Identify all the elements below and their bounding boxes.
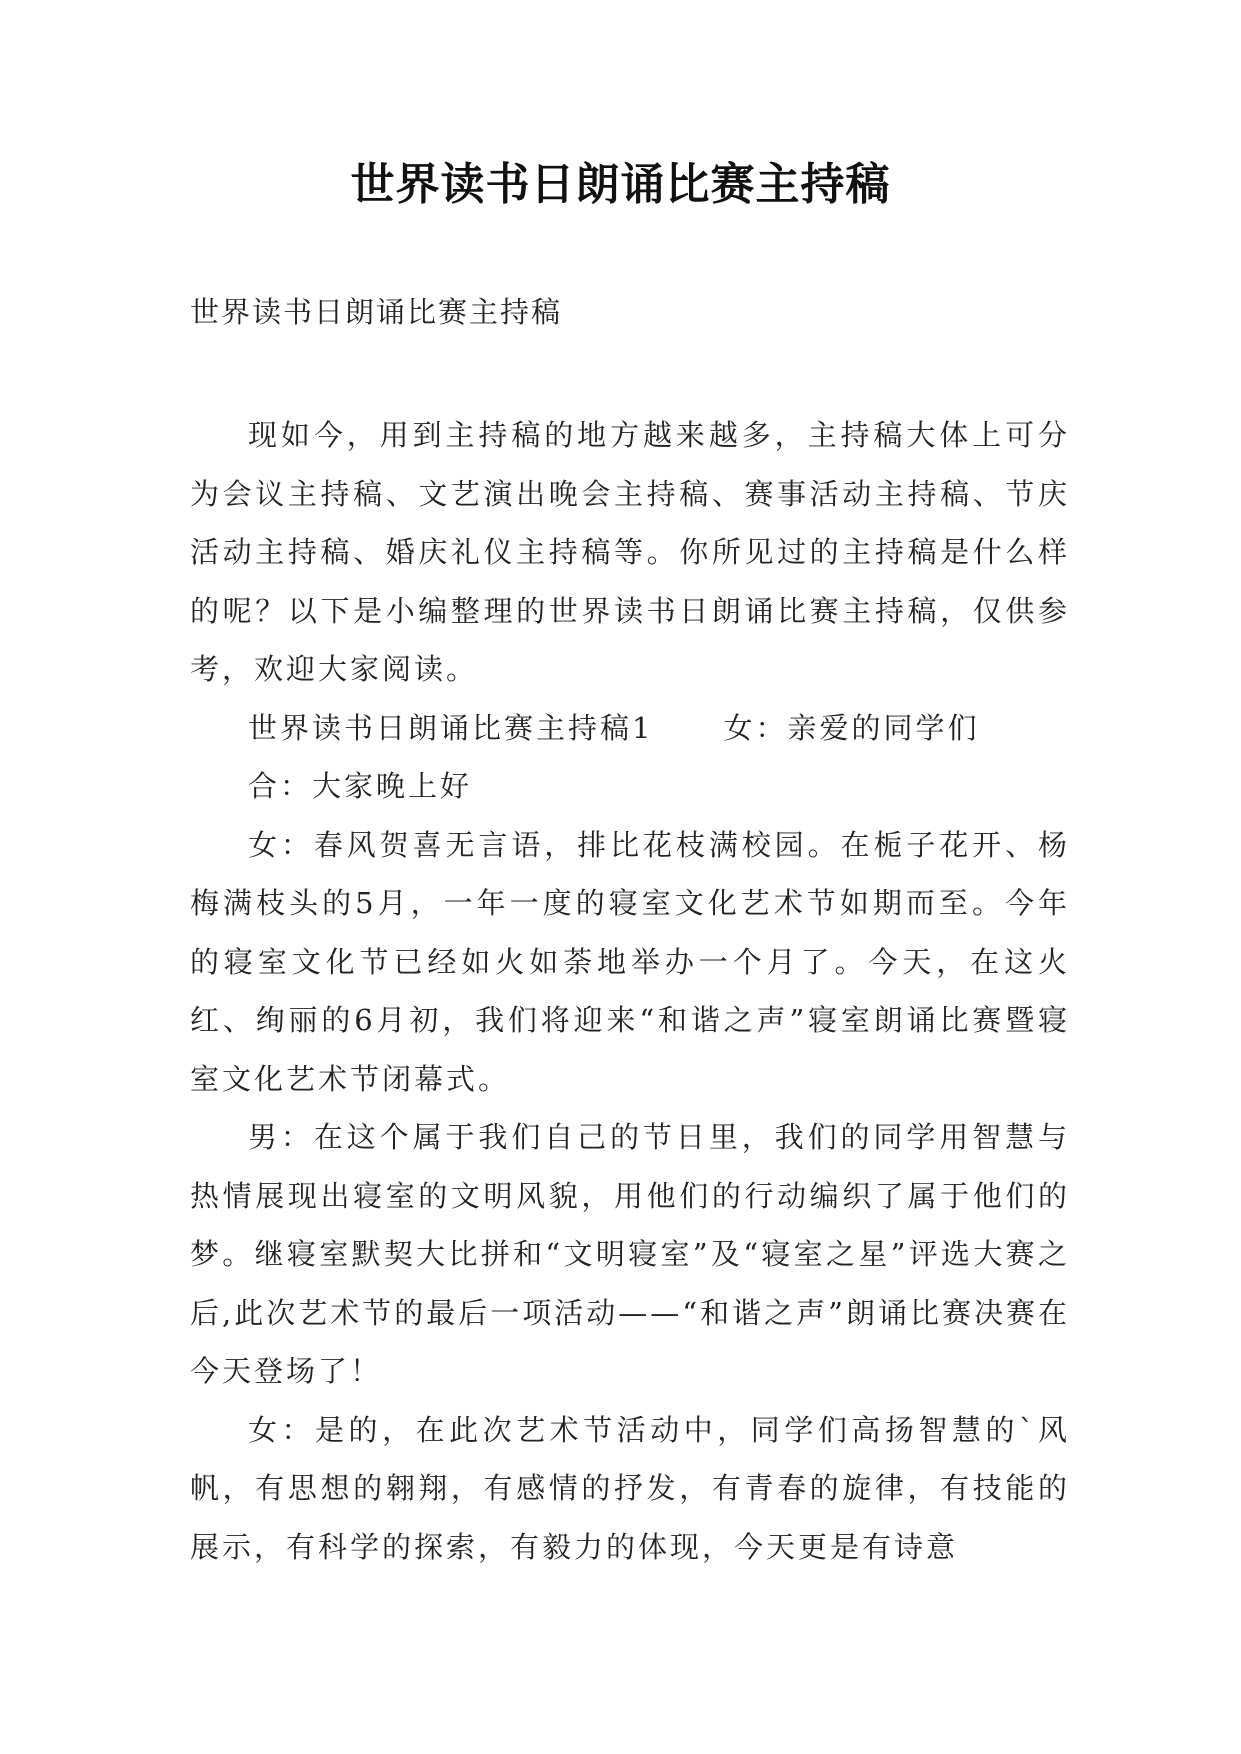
section-first-line: 女：亲爱的同学们 (723, 710, 980, 745)
document-title: 世界读书日朗诵比赛主持稿 (350, 159, 891, 210)
section-heading-line (190, 699, 1070, 758)
document-body (190, 406, 1070, 1576)
dialogue-paragraph: 女：春风贺喜无言语，排比花枝满校园。在栀子花开、杨梅满枝头的5月，一年一度的寝室文化艺术节如期而至。今年的寝室文化节已经如火如荼地举办一个月了。今天，在这火红、绚丽的6月初，我们将迎来“和谐之声”寝室朗诵比赛暨寝室文化艺术节闭幕式。 (190, 827, 1070, 1096)
intro-paragraph: 现如今，用到主持稿的地方越来越多，主持稿大体上可分为会议主持稿、文艺演出晚会主持稿、赛事活动主持稿、节庆活动主持稿、婚庆礼仪主持稿等。你所见过的主持稿是什么样的呢？以下是小编整理的世界读书日朗诵比赛主持稿，仅供参考，欢迎大家阅读。 (190, 418, 1070, 686)
dialogue-paragraph: 合：大家晚上好 (248, 769, 473, 803)
dialogue-paragraph: 女：是的，在此次艺术节活动中，同学们高扬智慧的`风帆，有思想的翱翔，有感情的抒发，有青春的旋律，有技能的展示，有科学的探索，有毅力的体现，今天更是有诗意 (190, 1412, 1070, 1564)
dialogue-paragraph: 男：在这个属于我们自己的节日里，我们的同学用智慧与热情展现出寝室的文明风貌，用他们的行动编织了属于他们的梦。继寝室默契大比拼和“文明寝室”及“寝室之星”评选大赛之后,此次艺术节的最后一项活动——“和谐之声”朗诵比赛决赛在今天登场了！ (190, 1120, 1070, 1388)
document-subtitle: 世界读书日朗诵比赛主持稿 (190, 295, 563, 329)
section-heading: 世界读书日朗诵比赛主持稿1 (248, 710, 654, 745)
